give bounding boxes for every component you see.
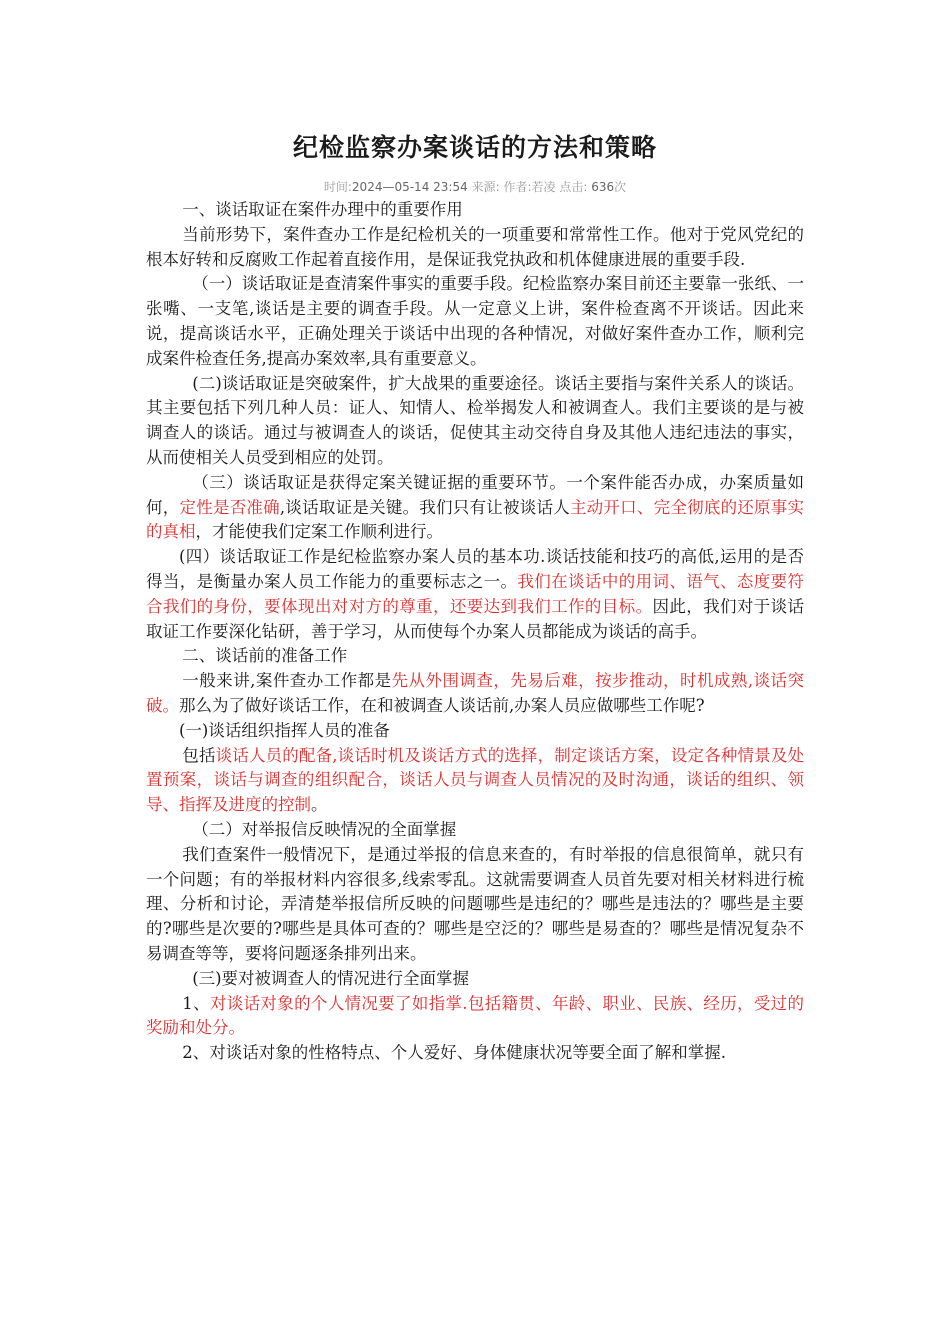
paragraph bbox=[146, 372, 804, 471]
paragraph-text: 一、谈话取证在案件办理中的重要作用 bbox=[182, 200, 463, 219]
paragraph-text: (三)要对被调查人的情况进行全面掌握 bbox=[192, 968, 470, 988]
paragraph bbox=[146, 744, 804, 818]
paragraph bbox=[146, 198, 804, 223]
page-title: 纪检监察办案谈话的方法和策略 bbox=[292, 133, 657, 162]
highlighted-text: 先从外围调查，先易后难，按步推动，时机成熟,谈话突破。 bbox=[146, 671, 804, 715]
paragraph bbox=[146, 669, 804, 719]
time-value: 2024—05-14 23:54 bbox=[351, 180, 468, 194]
paragraph bbox=[146, 818, 804, 843]
article-body bbox=[146, 198, 804, 1066]
paragraph-text: （一）谈话取证是查清案件事实的重要手段。纪检监察办案目前还主要靠一张纸、一张嘴、一支笔,谈话是主要的调查手段。从一定意义上讲，案件检查离不开谈话。因此来说，提高谈话水平，正确处理关于谈话中出现的各种情况，对做好案件查办工作，顺利完成案件检查任务,提高办案效率,具有重要意义。 bbox=[146, 274, 804, 368]
clicks-value: 636 bbox=[591, 180, 615, 194]
paragraph-text: 当前形势下，案件查办工作是纪检机关的一项重要和常常性工作。他对于党风党纪的根本好转和反腐败工作起着直接作用，是保证我党执政和机体健康进展的重要手段. bbox=[146, 224, 804, 269]
paragraph-text: (四）谈话取证工作是纪检监察办案人员的基本功.谈话技能和技巧的高低,运用的是否得当，是衡量办案人员工作能力的重要标志之一。 bbox=[146, 547, 804, 591]
time-label: 时间: bbox=[323, 180, 352, 194]
paragraph-text: 2、对谈话对象的性格特点、个人爱好、身体健康状况等要全面了解和掌握. bbox=[182, 1043, 727, 1063]
paragraph bbox=[146, 843, 804, 967]
paragraph bbox=[146, 644, 804, 669]
paragraph-text: 那么为了做好谈话工作，在和被调查人谈话前,办案人员应做哪些工作呢? bbox=[179, 695, 705, 715]
author-value: 若凌 bbox=[531, 180, 556, 194]
paragraph bbox=[146, 992, 804, 1042]
highlighted-text: 谈话人员的配备,谈话时机及谈话方式的选择，制定谈话方案，设定各种情景及处置预案，谈话与调查的组织配合，谈话人员与调查人员情况的及时沟通，谈话的组织、领导、指挥及进度的控制 bbox=[146, 745, 805, 815]
paragraph-text: (二)谈话取证是突破案件，扩大战果的重要途径。谈话主要指与案件关系人的谈话。其主要包括下列几种人员：证人、知情人、检举揭发人和被调查人。我们主要谈的是与被调查人的谈话。通过与被调查人的谈话，促使其主动交待自身及其他人违纪违法的事实，从而使相关人员受到相应的处罚。 bbox=[146, 373, 804, 467]
paragraph-text: ,谈话取证是关键。我们只有让被谈话人 bbox=[279, 497, 570, 517]
highlighted-text: 对谈话对象的个人情况要了如指掌.包括籍贯、年龄、职业、民族、经历，受过的奖励和处分。 bbox=[146, 993, 805, 1038]
paragraph-text: 二、谈话前的准备工作 bbox=[182, 646, 348, 666]
paragraph-text: 包括 bbox=[182, 745, 216, 765]
paragraph bbox=[146, 471, 804, 545]
paragraph-text: （三）谈话取证是获得定案关键证据的重要环节。一个案件能否办成，办案质量如何， bbox=[146, 472, 804, 517]
paragraph bbox=[146, 967, 804, 992]
paragraph bbox=[146, 545, 804, 644]
clicks-label: 点击: bbox=[559, 180, 588, 194]
source-label: 来源: bbox=[471, 180, 500, 194]
paragraph-text: 1、 bbox=[182, 993, 210, 1013]
clicks-unit: 次 bbox=[614, 180, 627, 194]
author-label: 作者: bbox=[503, 180, 532, 194]
paragraph-text: 。 bbox=[311, 795, 328, 815]
paragraph-text: (一)谈话组织指挥人员的准备 bbox=[179, 720, 390, 740]
article-meta bbox=[146, 178, 804, 196]
highlighted-text: 定性是否准确 bbox=[179, 497, 280, 517]
highlighted-text: 主动开口、完全彻底的还原事实的真相 bbox=[146, 497, 805, 542]
paragraph bbox=[146, 223, 804, 273]
document-page bbox=[146, 128, 804, 1066]
paragraph-text: 我们查案件一般情况下，是通过举报的信息来查的，有时举报的信息很简单，就只有一个问题；有的举报材料内容很多,线索零乱。这就需要调查人员首先要对相关材料进行梳理、分析和讨论，弄清楚举报信所反映的问题哪些是违纪的？哪些是违法的？哪些是主要的?哪些是次要的?哪些是具体可查的？哪些是空泛的？哪些是易查的？哪些是情况复杂不易调查等等，要将问题逐条排列出来。 bbox=[146, 844, 804, 963]
highlighted-text: 我们在谈话中的用词、语气、态度要符合我们的身份，要体现出对对方的尊重，还要达到我们工作的目标。 bbox=[146, 571, 805, 616]
paragraph bbox=[146, 719, 804, 744]
paragraph bbox=[146, 1041, 804, 1066]
paragraph-text: 因此，我们对于谈话取证工作要深化钻研，善于学习，从而使每个办案人员都能成为谈话的高手。 bbox=[146, 596, 805, 641]
paragraph-text: （二）对举报信反映情况的全面掌握 bbox=[192, 819, 457, 839]
paragraph-text: ，才能使我们定案工作顺利进行。 bbox=[195, 522, 443, 542]
paragraph bbox=[146, 272, 804, 371]
paragraph-text: 一般来讲,案件查办工作都是 bbox=[182, 671, 392, 691]
